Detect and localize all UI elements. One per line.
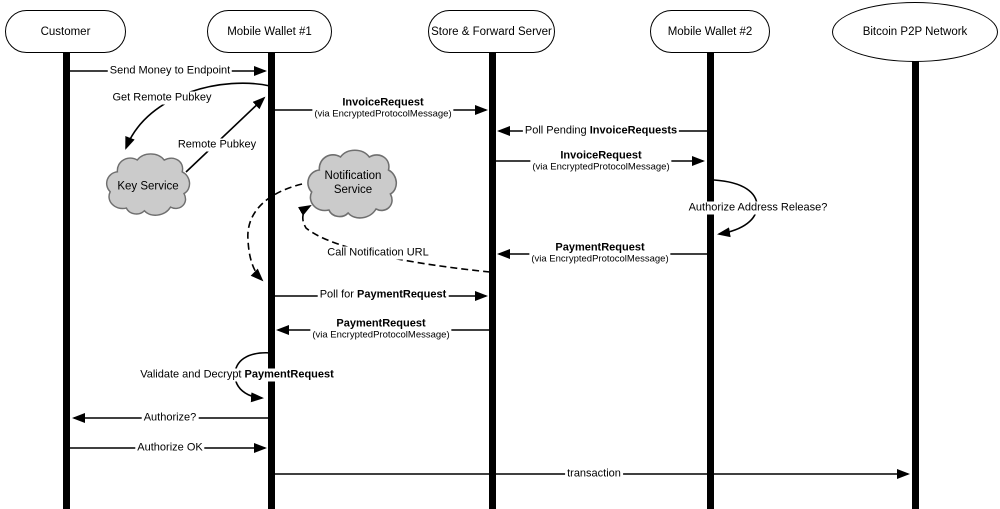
key-service-label [115, 181, 180, 194]
actor-mobile-wallet-2 [650, 10, 770, 53]
actor-label: Mobile Wallet #1 [227, 25, 312, 38]
label-text: Authorize OK [137, 441, 203, 454]
message-label-get-remote-pubkey [110, 92, 213, 105]
arrow-call-notification-url [303, 206, 490, 272]
actor-label: Store & Forward Server [431, 25, 552, 38]
message-label-payment-request-1 [529, 242, 670, 265]
message-label-poll-for-payment-request [318, 289, 449, 302]
label-text: transaction [567, 467, 621, 480]
actor-customer [5, 10, 126, 53]
actor-mobile-wallet-1 [207, 10, 332, 53]
message-label-call-notification-url [325, 247, 430, 260]
message-label-poll-pending [523, 125, 679, 138]
actor-bitcoin-p2p-network [832, 2, 998, 62]
label-bold-text: PaymentRequest [357, 288, 447, 301]
message-label-authorize-ok [135, 442, 204, 455]
message-via: (via EncryptedProtocolMessage) [312, 329, 450, 341]
label-text: Authorize Address Release? [688, 201, 828, 214]
message-label-remote-pubkey [176, 139, 258, 152]
message-label-invoice-request-2 [530, 150, 671, 173]
label-text: Poll Pending [524, 124, 590, 137]
label-bold-text: InvoiceRequests [589, 124, 678, 137]
notification-service-label [316, 169, 390, 197]
label-text: Notification Service [324, 170, 382, 196]
label-text: Remote Pubkey [177, 138, 257, 151]
label-text: Send Money to Endpoint [109, 64, 231, 77]
message-label-validate-decrypt [138, 369, 336, 382]
actor-store-forward-server [428, 10, 555, 53]
message-name: PaymentRequest [336, 317, 426, 330]
actor-label: Mobile Wallet #2 [667, 25, 753, 38]
label-text: Poll for [319, 288, 358, 301]
message-label-authorize-address-release [687, 202, 830, 215]
actor-label: Bitcoin P2P Network [862, 26, 968, 38]
label-bold-text: PaymentRequest [244, 368, 334, 381]
label-text: Authorize? [143, 411, 197, 424]
label-text: Call Notification URL [327, 246, 429, 259]
message-label-authorize-question [142, 412, 199, 425]
message-via: (via EncryptedProtocolMessage) [314, 108, 452, 120]
label-text: Validate and Decrypt [140, 368, 245, 381]
message-via: (via EncryptedProtocolMessage) [532, 161, 670, 173]
message-label-invoice-request-1 [312, 97, 453, 120]
message-label-send-money [108, 65, 232, 78]
message-label-payment-request-2 [310, 318, 451, 341]
arrow-notify-wallet1 [248, 184, 302, 280]
label-text: Get Remote Pubkey [112, 91, 212, 104]
message-label-transaction [565, 468, 623, 481]
message-name: InvoiceRequest [560, 149, 642, 162]
message-name: InvoiceRequest [342, 96, 424, 109]
label-text: Key Service [117, 180, 179, 193]
actor-label: Customer [40, 25, 91, 38]
arrow-remote-pubkey [186, 98, 264, 172]
message-via: (via EncryptedProtocolMessage) [531, 253, 669, 265]
message-name: PaymentRequest [555, 241, 645, 254]
